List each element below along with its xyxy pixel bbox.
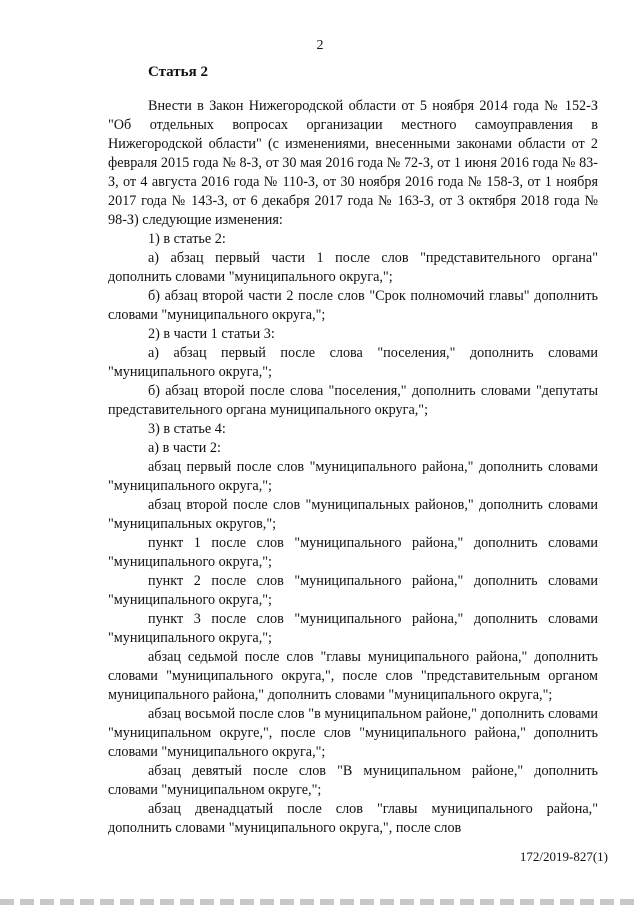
paragraph: а) в части 2: [148,440,221,456]
paragraph: 3) в статье 4: [148,421,226,437]
document-code: 172/2019-827(1) [519,849,608,864]
paragraph: б) абзац второй части 2 после слов "Срок полномочий главы" дополнить словами "муниципального округа,"; [108,288,598,323]
paragraph: 2) в части 1 статьи 3: [148,326,275,342]
paragraph: а) абзац первый после слова "поселения," дополнить словами "муниципального округа,"; [108,345,598,380]
paragraph: абзац девятый после слов "В муниципальном районе," дополнить словами "муниципальном округе,"; [108,763,598,798]
paragraph: абзац второй после слов "муниципальных районов," дополнить словами "муниципальных округов,"; [108,497,598,532]
paragraph: пункт 3 после слов "муниципального района," дополнить словами "муниципального округа,"; [108,611,598,646]
paragraph: пункт 1 после слов "муниципального района," дополнить словами "муниципального округа,"; [108,535,598,570]
article-heading: Статья 2 [148,64,208,80]
paragraph: а) абзац первый части 1 после слов "представительного органа" дополнить словами "муниципального округа,"; [108,250,598,285]
paragraph: б) абзац второй после слова "поселения," дополнить словами "депутаты представительного органа муниципального округа,"; [108,383,598,418]
paragraph: Внести в Закон Нижегородской области от 5 ноября 2014 года № 152-З "Об отдельных вопросах организации местного самоуправления в Нижегородской области" (с изменениями, внесенными законами области от 2 февраля 2015 года № 8-З, от 30 мая 2016 года № 72-З, от 1 июня 2016 года № 83-З, от 4 августа 2016 года № 110-З, от 30 ноября 2016 года № 158-З, от 1 ноября 2017 года № 143-З, от 6 декабря 2017 года № 163-З, от 3 октября 2018 года № 98-З) следующие изменения: [108,98,598,228]
paragraph: пункт 2 после слов "муниципального района," дополнить словами "муниципального округа,"; [108,573,598,608]
paragraph: абзац первый после слов "муниципального района," дополнить словами "муниципального округа,"; [108,459,598,494]
paragraph: абзац двенадцатый после слов "главы муниципального района," дополнить словами "муниципального округа,", после слов [108,801,598,836]
scan-edge-divider [0,899,640,905]
page-number: 2 [316,38,324,53]
paragraph: абзац восьмой после слов "в муниципальном районе," дополнить словами "муниципальном округе,", после слов "муниципального района," дополнить словами "муниципального округа,"; [108,706,598,760]
paragraph: абзац седьмой после слов "главы муниципального района," дополнить словами "муниципального округа,", после слов "представительным органом муниципального района," дополнить словами "муниципального округа,"; [108,649,598,703]
document-body [108,97,598,838]
paragraph: 1) в статье 2: [148,231,226,247]
